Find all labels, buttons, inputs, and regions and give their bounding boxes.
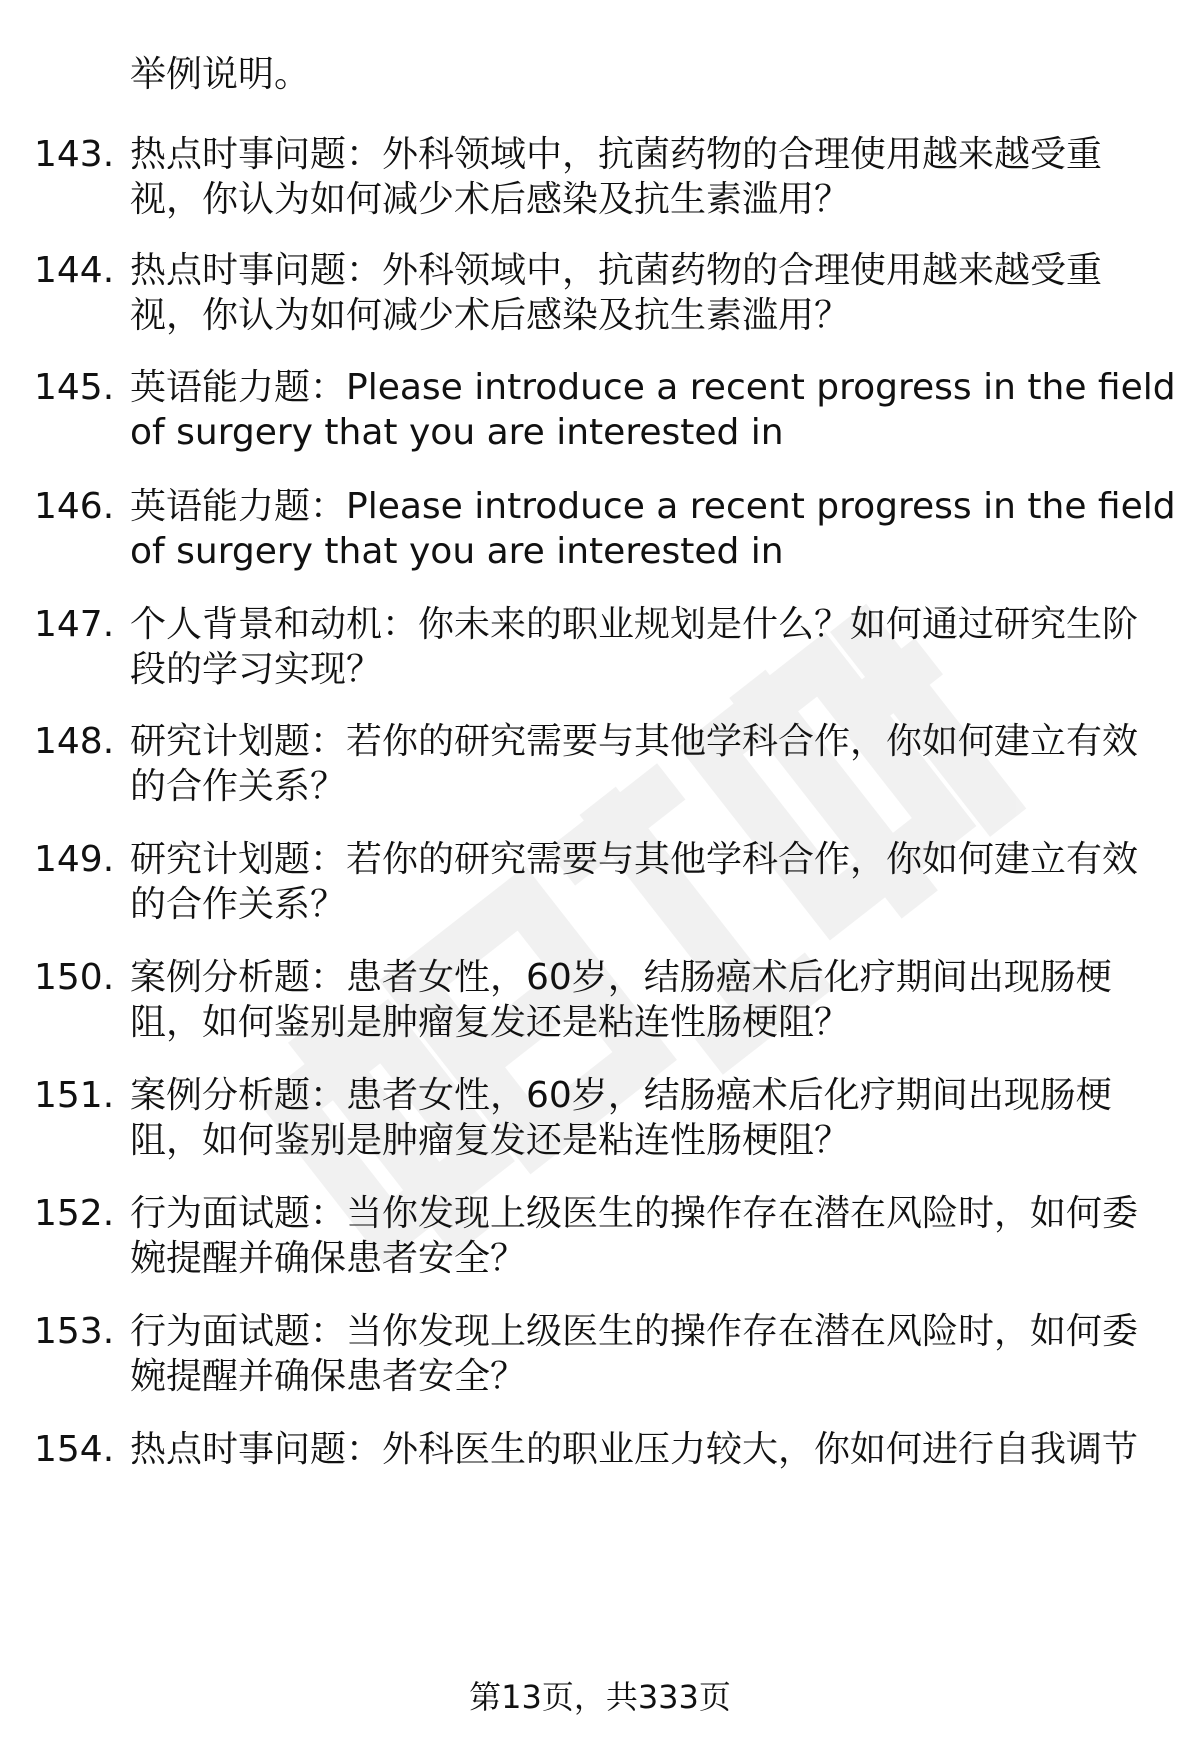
item-number: 147.	[34, 604, 115, 645]
item-text-line: 热点时事问题：外科领域中，抗菌药物的合理使用越来越受重	[130, 134, 1103, 175]
item-text-line: 视，你认为如何减少术后感染及抗生素滥用？	[130, 295, 851, 336]
item-text-line: 研究计划题：若你的研究需要与其他学科合作，你如何建立有效	[130, 839, 1139, 880]
list-item	[0, 246, 1200, 296]
list-item	[0, 1071, 1200, 1121]
item-text-line: 婉提醒并确保患者安全？	[130, 1238, 527, 1279]
item-text-line: of surgery that you are interested in	[130, 412, 784, 453]
item-text-line: 案例分析题：患者女性，60岁，结肠癌术后化疗期间出现肠梗	[130, 1075, 1112, 1116]
item-text-line: 研究计划题：若你的研究需要与其他学科合作，你如何建立有效	[130, 721, 1139, 762]
item-text-line: 婉提醒并确保患者安全？	[130, 1356, 527, 1397]
page-footer: 第13页，共333页	[469, 1678, 731, 1716]
list-item-continuation	[0, 527, 1200, 577]
item-number: 154.	[34, 1429, 115, 1470]
item-number: 143.	[34, 134, 115, 175]
list-item	[0, 835, 1200, 885]
item-number: 145.	[34, 367, 115, 408]
list-item	[0, 363, 1200, 413]
item-text-line: 英语能力题：Please introduce a recent progress in the field	[130, 367, 1176, 408]
item-text-line: 个人背景和动机：你未来的职业规划是什么？如何通过研究生阶	[130, 604, 1139, 645]
item-number: 144.	[34, 250, 115, 291]
list-item	[0, 1307, 1200, 1357]
list-item-continuation	[0, 880, 1200, 930]
list-item	[0, 130, 1200, 180]
list-item	[0, 953, 1200, 1003]
list-item-continuation	[0, 1234, 1200, 1284]
item-text-line: 阻，如何鉴别是肿瘤复发还是粘连性肠梗阻？	[130, 1120, 851, 1161]
list-item-continuation	[0, 762, 1200, 812]
list-item-continuation	[0, 645, 1200, 695]
item-text-line: 的合作关系？	[130, 884, 347, 925]
list-item-continuation	[0, 1116, 1200, 1166]
item-number: 149.	[34, 839, 115, 880]
item-number: 146.	[34, 486, 115, 527]
list-item	[0, 482, 1200, 532]
item-text-line: 视，你认为如何减少术后感染及抗生素滥用？	[130, 179, 851, 220]
item-text-line: 英语能力题：Please introduce a recent progress in the field	[130, 486, 1176, 527]
list-item-continuation	[0, 408, 1200, 458]
list-item-continuation	[0, 1352, 1200, 1402]
item-text-line: 案例分析题：患者女性，60岁，结肠癌术后化疗期间出现肠梗	[130, 957, 1112, 998]
item-text-line: 行为面试题：当你发现上级医生的操作存在潜在风险时，如何委	[130, 1311, 1139, 1352]
item-text-line: 热点时事问题：外科领域中，抗菌药物的合理使用越来越受重	[130, 250, 1103, 291]
item-number: 152.	[34, 1193, 115, 1234]
list-item	[0, 1425, 1200, 1475]
item-text-line: of surgery that you are interested in	[130, 531, 784, 572]
item-number: 151.	[34, 1075, 115, 1116]
list-item-continuation	[0, 175, 1200, 225]
item-text-line: 阻，如何鉴别是肿瘤复发还是粘连性肠梗阻？	[130, 1002, 851, 1043]
list-item-continuation	[0, 998, 1200, 1048]
item-number: 150.	[34, 957, 115, 998]
list-item	[0, 717, 1200, 767]
list-item	[0, 600, 1200, 650]
list-item	[0, 50, 1200, 100]
list-item-continuation	[0, 291, 1200, 341]
item-text-line: 的合作关系？	[130, 766, 347, 807]
item-text-line: 举例说明。	[130, 54, 311, 95]
list-item	[0, 1189, 1200, 1239]
item-text-line: 热点时事问题：外科医生的职业压力较大，你如何进行自我调节	[130, 1429, 1139, 1470]
item-text-line: 行为面试题：当你发现上级医生的操作存在潜在风险时，如何委	[130, 1193, 1139, 1234]
item-text-line: 段的学习实现？	[130, 649, 383, 690]
item-number: 148.	[34, 721, 115, 762]
item-number: 153.	[34, 1311, 115, 1352]
